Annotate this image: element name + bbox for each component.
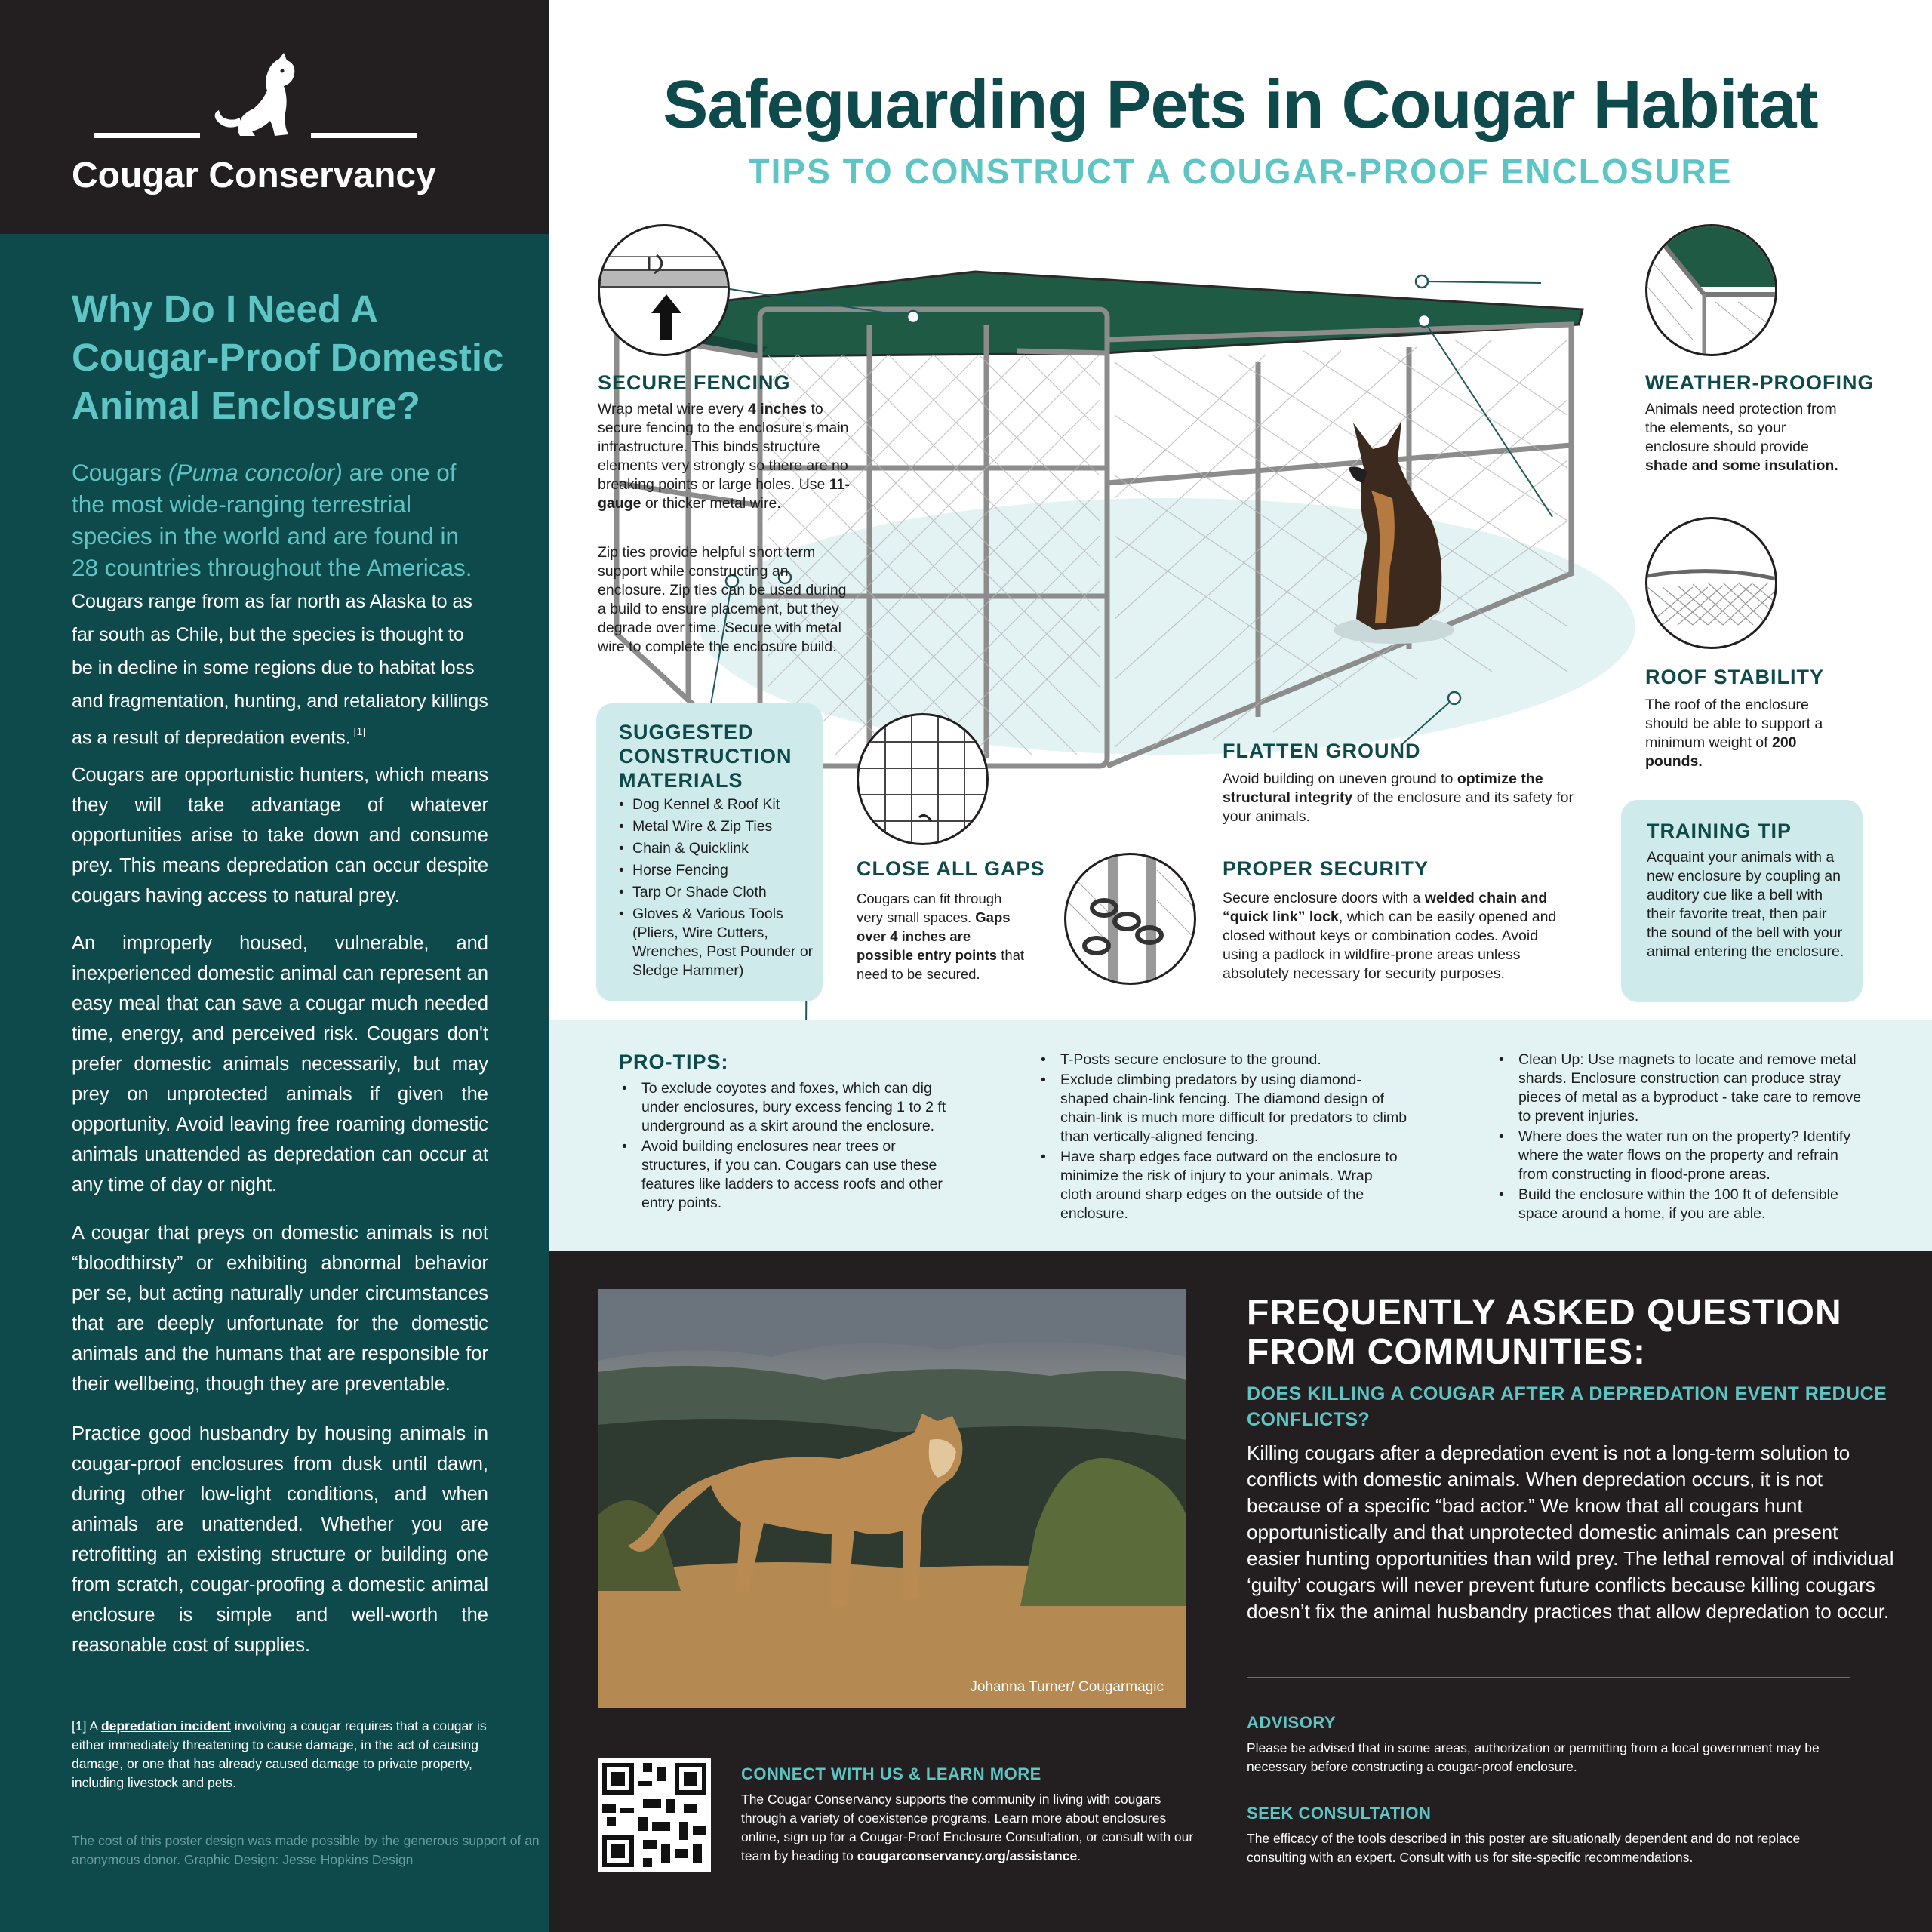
list-item: • Gloves & Various Tools (Pliers, Wire Cutters, Wrenches, Post Pounder or Sledge Hammer)	[619, 906, 814, 979]
secure-fencing-title: SECURE FENCING	[598, 371, 791, 394]
materials-list	[619, 795, 815, 983]
materials-box	[596, 703, 823, 1001]
connect-url-link[interactable]: cougarconservancy.org/assistance	[857, 1848, 1078, 1863]
close-gaps-text-b: Gaps over 4 inches are possible entry points	[857, 909, 1011, 963]
proper-security-text-c: , which can be easily opened and closed without keys or combination codes. Avoid using a padlock in wildfire-prone areas unless absolutely necessary for security purposes.	[1223, 909, 1557, 982]
connect-body	[741, 1790, 1205, 1866]
faq-title: FREQUENTLY ASKED QUESTION FROM COMMUNITIES:	[1247, 1293, 1842, 1372]
faq-divider	[1247, 1677, 1850, 1678]
qr-code-icon[interactable]	[598, 1758, 711, 1872]
training-tip-box	[1621, 800, 1863, 1002]
why-title: Why Do I Need A Cougar-Proof Domestic Animal Enclosure?	[72, 288, 504, 427]
page-title: Safeguarding Pets in Cougar Habitat	[663, 67, 1818, 143]
weather-proofing-title: WEATHER-PROOFING	[1645, 371, 1875, 394]
intro-species: (Puma concolor)	[168, 459, 343, 486]
list-item: • To exclude coyotes and foxes, which can dig under enclosures, bury excess fencing 1 to 2 ft underground as a skirt around the enclosure.	[619, 1079, 955, 1136]
proper-security-text-a: Secure enclosure doors with a	[1223, 890, 1425, 906]
weather-proofing-text-a: Animals need protection from the elements, so your enclosure should provide	[1645, 401, 1837, 455]
detail-roof-corner-icon	[1645, 224, 1777, 356]
intro-paragraph	[72, 457, 488, 753]
list-item: • Dog Kennel & Roof Kit	[619, 796, 780, 813]
training-tip-body: Acquaint your animals with a new enclosure by coupling an auditory cue like a bell with their favorite treat, then pair the sound of the bell with your animal entering the enclosure.	[1647, 849, 1844, 960]
roof-stability-text-a: The roof of the enclosure should be able to support a minimum weight of	[1645, 697, 1823, 751]
faq-answer: Killing cougars after a depredation event is not a long-term solution to conflicts with domestic animals. When depredation occurs, it is not because of a specific “bad actor.” We know that all cougars hunt opportunistically and that unprotected domestic animals can present easier hunting opportunities than wild prey. The lethal removal of individual ‘guilty’ cougars will never prevent future conflicts because killing cougars doesn’t fix the animal husbandry practices that allow depredation to occur.	[1247, 1441, 1894, 1623]
detail-roof-tension-icon	[1645, 517, 1777, 649]
flatten-ground-text-a: Avoid building on uneven ground to	[1223, 771, 1457, 787]
detail-grid-gap-icon	[857, 713, 989, 845]
bottom-section	[549, 1251, 1932, 1932]
pro-tips-title: PRO-TIPS:	[619, 1051, 729, 1073]
pro-tips-column-1	[619, 1079, 955, 1214]
connect-title: CONNECT WITH US & LEARN MORE	[741, 1764, 1041, 1783]
pro-tips-section	[549, 1020, 1932, 1251]
roof-stability-body	[1645, 696, 1826, 771]
intro-big: are one of the most wide-ranging terrestrial species in the world and are found in 28 countries throughout the Americas.	[72, 459, 472, 581]
list-item: • Have sharp edges face outward on the enclosure to minimize the risk of injury to your animals. Wrap cloth around sharp edges on the outside of the enclosure.	[1038, 1148, 1407, 1223]
list-item: • Horse Fencing	[619, 862, 728, 878]
connect-text: The Cougar Conservancy supports the community in living with cougars through a variety of coexistence programs. Learn more about enclosures online, sign up for a Cougar-Proof Enclosure Consultation, or consult with our team by heading to	[741, 1792, 1194, 1863]
close-gaps-text-c: that need to be secured.	[857, 947, 1025, 982]
intro-prefix: Cougars	[72, 459, 168, 486]
connect-end: .	[1077, 1848, 1081, 1863]
list-item: • T-Posts secure enclosure to the ground.	[1038, 1051, 1407, 1069]
secure-fencing-text-a: Wrap metal wire every	[598, 401, 749, 417]
para-bloodthirsty: A cougar that preys on domestic animals is not “bloodthirsty” or exhibiting abnormal behavior per se, but acting naturally under circumstances that are deeply unfortunate for the domestic animals and the humans that are responsible for their wellbeing, though they are preventable.	[72, 1223, 488, 1395]
secure-fencing-body-2: Zip ties provide helpful short term support while constructing an enclosure. Zip ties can be used during a build to ensure placement, but they degrade over time. Secure with metal wire to complete the enclosure build.	[598, 544, 847, 655]
roof-stability-text-b: 200 pounds.	[1645, 734, 1797, 770]
close-gaps-title: CLOSE ALL GAPS	[857, 857, 1045, 880]
weather-proofing-text-b: shade and some insulation.	[1645, 457, 1838, 474]
secure-fencing-text-e: or thicker metal wire.	[641, 495, 781, 512]
materials-title: SUGGESTED CONSTRUCTION MATERIALS	[619, 721, 792, 792]
secure-fencing-text-c: to secure fencing to the enclosure’s main infrastructure. This binds structure elements very strongly so there are no breaking points or large holes. Use	[598, 401, 849, 493]
flatten-ground-text-c: of the enclosure and its safety for your animals.	[1223, 789, 1574, 825]
intro-ref: [1]	[350, 725, 366, 737]
proper-security-title: PROPER SECURITY	[1223, 857, 1429, 880]
flatten-ground-title: FLATTEN GROUND	[1223, 740, 1421, 762]
advisory-title: ADVISORY	[1247, 1713, 1337, 1732]
consult-body: The efficacy of the tools described in this poster are situationally dependent and do not replace consulting with an expert. Consult with us for site-specific recommendations.	[1247, 1831, 1801, 1865]
training-tip-title: TRAINING TIP	[1647, 820, 1792, 842]
weather-proofing-body	[1645, 400, 1841, 475]
roof-stability-title: ROOF STABILITY	[1645, 666, 1824, 688]
para-opportunistic: Cougars are opportunistic hunters, which means they will take advantage of whatever opportunities arise to take down and consume prey. This means depredation can occur despite cougars having access to natural prey.	[72, 764, 488, 906]
detail-wire-wrap-icon	[598, 224, 730, 356]
list-item: • Exclude climbing predators by using diamond-shaped chain-link fencing. The diamond design of chain-link is much more difficult for predators to climb than vertically-aligned fencing.	[1038, 1071, 1407, 1146]
footnote-rest: involving a cougar requires that a cougar is either immediately threatening to cause damage, in the act of causing damage, or one that has already caused damage to private property, including livestock and pets.	[72, 1718, 487, 1790]
list-item: • Chain & Quicklink	[619, 840, 749, 857]
list-item: • Metal Wire & Zip Ties	[619, 818, 773, 835]
footnote-prefix: [1] A	[72, 1718, 101, 1734]
pro-tips-column-3	[1496, 1051, 1866, 1225]
secure-fencing-body-1	[598, 400, 854, 513]
para-improper-housing: An improperly housed, vulnerable, and inexperienced domestic animal can represent an easy meal that can save a cougar much needed time, energy, and perceived risk. Cougars don't prefer domestic animals necessarily, but may prey on unprotected animals if given the opportunity. Avoid leaving free roaming domestic animals unattended as depredation can occur at any time of day or night.	[72, 933, 488, 1195]
consult-title: SEEK CONSULTATION	[1247, 1804, 1432, 1823]
flatten-ground-text-b: optimize the structural integrity	[1223, 771, 1543, 806]
secure-fencing-text-b: 4 inches	[748, 401, 808, 417]
cougar-photo	[598, 1289, 1186, 1708]
advisory-body: Please be advised that in some areas, authorization or permitting from a local government may be necessary before constructing a cougar-proof enclosure.	[1247, 1740, 1820, 1774]
photo-credit: Johanna Turner/ Cougarmagic	[970, 1679, 1164, 1695]
intro-small: Cougars range from as far north as Alaska to as far south as Chile, but the species is thought to be in decline in some regions due to habitat loss and fragmentation, hunting, and retaliatory killings as a result of depredation events.	[72, 591, 488, 749]
close-gaps-text-a: Cougars can fit through very small spaces.	[857, 891, 1002, 925]
brand-line-left	[94, 133, 200, 138]
detail-chain-lock-icon	[1064, 853, 1196, 985]
brand-line-right	[311, 133, 417, 138]
footnote-link[interactable]: depredation incident	[100, 1718, 232, 1734]
pro-tips-column-2	[1038, 1051, 1407, 1225]
list-item: • Build the enclosure within the 100 ft of defensible space around a home, if you are able.	[1496, 1186, 1866, 1223]
brand-header	[0, 0, 549, 234]
page-subtitle: TIPS TO CONSTRUCT A COUGAR-PROOF ENCLOSURE	[748, 152, 1733, 191]
list-item: • Clean Up: Use magnets to locate and remove metal shards. Enclosure construction can produce stray pieces of metal as a byproduct - take care to remove to prevent injuries.	[1496, 1051, 1866, 1126]
flatten-ground-body	[1223, 770, 1577, 826]
para-husbandry: Practice good husbandry by housing animals in cougar-proof enclosures from dusk until dawn, during other low-light conditions, and when animals are unattended. Whether you are retrofitting an existing structure or building one from scratch, cougar-proofing a domestic animal enclosure is simple and well-worth the reasonable cost of supplies.	[72, 1423, 488, 1656]
faq-question: DOES KILLING A COUGAR AFTER A DEPREDATION EVENT REDUCE CONFLICTS?	[1247, 1383, 1887, 1430]
secure-fencing-text-d: 11-gauge	[598, 476, 850, 512]
proper-security-body	[1223, 889, 1577, 983]
brand-name: Cougar Conservancy	[72, 155, 436, 195]
list-item: • Avoid building enclosures near trees or structures, if you can. Cougars can use these features like ladders to access roofs and other entry points.	[619, 1137, 955, 1213]
footnote	[72, 1717, 494, 1792]
proper-security-text-b: welded chain and “quick link” lock	[1223, 890, 1548, 925]
design-credit: The cost of this poster design was made possible by the generous support of an anonymous donor. Graphic Design: Jesse Hopkins Design	[72, 1833, 540, 1867]
list-item: • Tarp Or Shade Cloth	[619, 884, 767, 900]
close-gaps-body	[857, 889, 1026, 983]
cougar-silhouette-icon	[210, 53, 308, 142]
list-item: • Where does the water run on the property? Identify where the water flows on the property and refrain from constructing in flood-prone areas.	[1496, 1128, 1866, 1184]
